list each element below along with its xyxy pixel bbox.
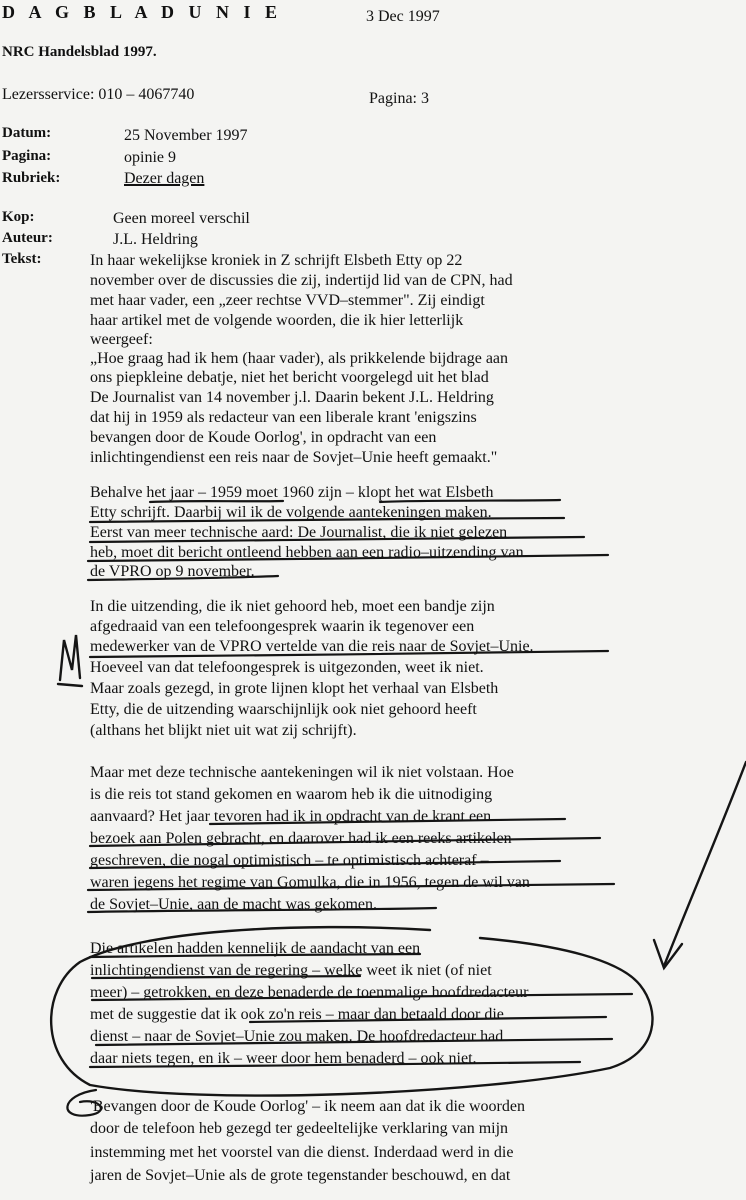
article-line: november over de discussies die zij, indertijd lid van de CPN, had xyxy=(90,272,513,289)
fax-date: 3 Dec 1997 xyxy=(366,8,440,25)
article-line: ons piepkleine debatje, niet het bericht voorgelegd uit het blad xyxy=(90,369,489,386)
article-line: Etty, die de uitzending waarschijnlijk ook niet gehoord heeft xyxy=(90,701,477,718)
article-line: Etty schrijft. Daarbij wil ik de volgende aantekeningen maken. xyxy=(90,504,492,521)
article-line: is die reis tot stand gekomen en waarom heb ik die uitnodiging xyxy=(90,786,493,803)
datum-label: Datum: xyxy=(2,125,52,141)
pagina-label: Pagina: xyxy=(2,148,52,164)
article-line: bezoek aan Polen gebracht, en daarover had ik een reeks artikelen xyxy=(90,830,512,847)
article-line: geschreven, die nogal optimistisch – te optimistisch achteraf – xyxy=(90,852,489,869)
article-line: aanvaard? Het jaar tevoren had ik in opdracht van de krant een xyxy=(90,808,492,825)
newspaper-name: NRC Handelsblad 1997. xyxy=(2,44,157,60)
rubriek-value: Dezer dagen xyxy=(124,170,205,187)
article-line: Maar zoals gezegd, in grote lijnen klopt het verhaal van Elsbeth xyxy=(90,680,499,697)
datum-value: 25 November 1997 xyxy=(124,127,248,144)
article-line: inlichtingendienst van de regering – welke weet ik niet (of niet xyxy=(90,962,492,979)
brand-title: D A G B L A D U N I E xyxy=(2,2,283,22)
margin-m-mark xyxy=(58,635,82,686)
arrow-mark xyxy=(664,762,746,966)
article-line: (althans het blijkt niet uit wat zij schrijft). xyxy=(90,722,357,739)
article-line: In haar wekelijkse kroniek in Z schrijft Elsbeth Etty op 22 xyxy=(90,252,463,269)
article-line: In die uitzending, die ik niet gehoord heb, moet een bandje zijn xyxy=(90,598,495,615)
article-line: inlichtingendienst een reis naar de Sovjet–Unie heeft gemaakt." xyxy=(90,449,498,466)
article-line: „Hoe graag had ik hem (haar vader), als prikkelende bijdrage aan xyxy=(90,350,509,367)
article-line: met haar vader, een „zeer rechtse VVD–stemmer". Zij eindigt xyxy=(90,292,485,309)
article-line: Behalve het jaar – 1959 moet 1960 zijn – klopt het wat Elsbeth xyxy=(90,484,494,501)
article-line: medewerker van de VPRO vertelde van die reis naar de Sovjet–Unie. xyxy=(90,638,534,655)
article-line: jaren de Sovjet–Unie als de grote tegenstander beschouwd, en dat xyxy=(90,1167,511,1184)
article-line: waren jegens het regime van Gomulka, die in 1956, tegen de wil van xyxy=(90,874,530,891)
rubriek-label: Rubriek: xyxy=(2,170,61,186)
auteur-label: Auteur: xyxy=(2,230,53,246)
tekst-label: Tekst: xyxy=(2,251,42,267)
article-line: met de suggestie dat ik ook zo'n reis – maar dan betaald door die xyxy=(90,1006,504,1023)
kop-value: Geen moreel verschil xyxy=(113,210,250,227)
article-line: dat hij in 1959 als redacteur van een liberale krant 'enigszins xyxy=(90,409,477,426)
article-line: de Sovjet–Unie, aan de macht was gekomen. xyxy=(90,896,378,913)
article-line: de VPRO op 9 november. xyxy=(90,563,255,580)
page-number: Pagina: 3 xyxy=(369,90,429,107)
article-line: weergeef: xyxy=(90,331,153,348)
article-line: Eerst van meer technische aard: De Journalist, die ik niet gelezen xyxy=(90,524,508,541)
pagina-value: opinie 9 xyxy=(124,149,176,166)
article-line: Hoeveel van dat telefoongesprek is uitgezonden, weet ik niet. xyxy=(90,659,484,676)
article-line: Die artikelen hadden kennelijk de aandacht van een xyxy=(90,940,421,957)
kop-label: Kop: xyxy=(2,209,35,225)
article-line: daar niets tegen, en ik – weer door hem benaderd – ook niet. xyxy=(90,1050,477,1067)
article-line: 'Bevangen door de Koude Oorlog' – ik neem aan dat ik die woorden xyxy=(90,1098,525,1115)
arrow-head-mark xyxy=(654,940,682,968)
article-line: haar artikel met de volgende woorden, die ik hier letterlijk xyxy=(90,312,464,329)
reader-service-phone: Lezersservice: 010 – 4067740 xyxy=(2,86,195,103)
article-line: dienst – naar de Sovjet–Unie zou maken. De hoofdredacteur had xyxy=(90,1028,504,1045)
article-line: door de telefoon heb gezegd ter gedeeltelijke verklaring van mijn xyxy=(90,1120,509,1137)
article-line: De Journalist van 14 november j.l. Daarin bekent J.L. Heldring xyxy=(90,389,494,406)
article-line: instemming met het voorstel van die dienst. Inderdaad werd in die xyxy=(90,1144,514,1161)
article-line: bevangen door de Koude Oorlog', in opdracht van een xyxy=(90,429,437,446)
auteur-value: J.L. Heldring xyxy=(113,231,198,248)
article-line: meer) – getrokken, en deze benaderde de toenmalige hoofdredacteur xyxy=(90,984,529,1001)
article-line: afgedraaid van een telefoongesprek waarin ik tegenover een xyxy=(90,618,475,635)
article-line: heb, moet dit bericht ontleend hebben aan een radio–uitzending van xyxy=(90,544,524,561)
article-line: Maar met deze technische aantekeningen wil ik niet volstaan. Hoe xyxy=(90,764,514,781)
